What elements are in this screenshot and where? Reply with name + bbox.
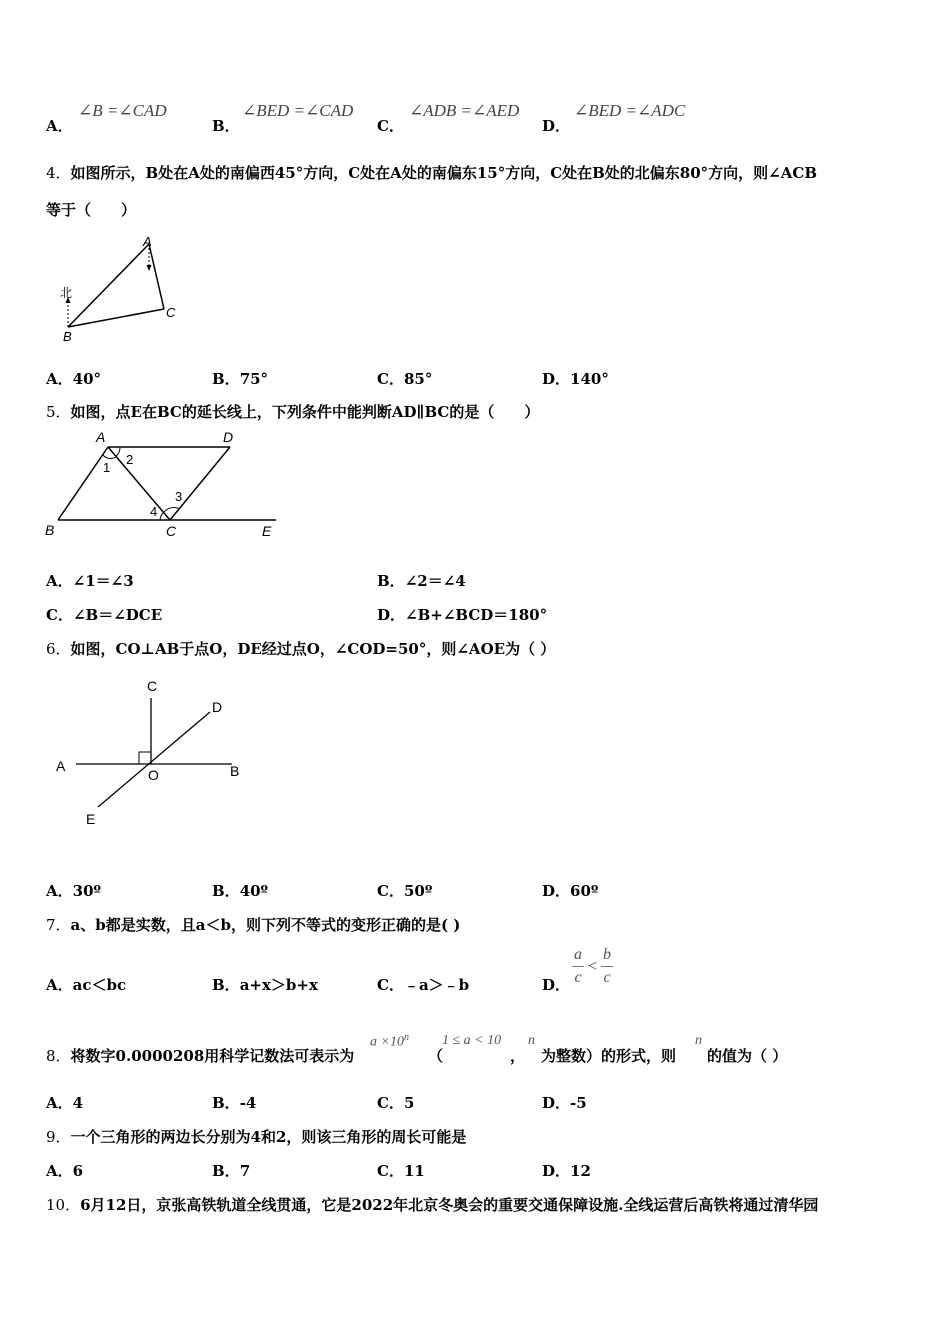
q6-figure [50, 672, 250, 832]
q9-option-d-text: 12 [570, 1162, 591, 1180]
q5-label-angle-1: 1 [103, 460, 111, 475]
q6-option-c [377, 880, 432, 901]
q4-option-d-text: 140° [570, 370, 609, 388]
q4-option-c [377, 368, 432, 389]
q7-option-c-text: ﹣a＞﹣b [403, 976, 470, 994]
q8-option-b-text: -4 [239, 1094, 257, 1112]
q7-stem [46, 914, 460, 935]
q6-right-angle-mark [139, 752, 151, 764]
q9-text: 一个三角形的两边长分别为4和2，则该三角形的周长可能是 [70, 1128, 467, 1146]
q7-fraction-b-over-c [601, 946, 613, 987]
q3-option-b-expr: ∠BED =∠CAD [242, 101, 354, 120]
q4-option-a-letter: A． [46, 370, 73, 388]
q4-south-arrow-a [147, 265, 152, 271]
q7-option-d-expr [572, 946, 613, 987]
q8-option-c-text: 5 [403, 1094, 415, 1112]
q4-option-d [542, 368, 609, 389]
q6-option-b-letter: B． [212, 882, 240, 900]
q7-option-c-letter: C． [377, 976, 404, 994]
q6-label-a: A [56, 758, 66, 774]
q9-option-c [377, 1160, 425, 1181]
q5-option-a-text: ∠1＝∠3 [72, 572, 134, 590]
q8-expr-n2: n [695, 1033, 702, 1048]
q8-option-c-letter: C． [377, 1094, 404, 1112]
q7-frac-b-den: c [603, 969, 611, 986]
q6-option-b-text: 40º [239, 882, 269, 900]
q7-option-d-letter: D． [542, 976, 571, 994]
q9-option-b-text: 7 [239, 1162, 251, 1180]
q8-option-d [542, 1092, 587, 1113]
q7-frac-a-den: c [574, 969, 582, 986]
q8-expr-range: 1 ≤ a < 10 [442, 1033, 502, 1048]
q8-expr-base: a ×10 [370, 1034, 404, 1050]
q6-option-a-letter: A． [46, 882, 73, 900]
q7-option-b [212, 974, 318, 995]
q5-option-d-text: ∠B+∠BCD＝180° [405, 606, 548, 624]
q5-label-a: A [96, 429, 106, 445]
q6-label-o: O [148, 767, 159, 783]
q4-option-b-text: 75° [239, 370, 269, 388]
q7-number: 7． [46, 916, 71, 934]
q6-label-d: D [212, 699, 223, 715]
q4-option-d-letter: D． [542, 370, 571, 388]
q4-option-a-text: 40° [72, 370, 102, 388]
q5-label-c: C [166, 523, 177, 539]
q5-option-c-text: ∠B＝∠DCE [72, 606, 163, 624]
q7-less-than: < [588, 957, 598, 975]
q7-option-c [377, 974, 469, 995]
q6-label-c: C [147, 678, 158, 694]
q5-option-b-text: ∠2＝∠4 [404, 572, 466, 590]
q5-label-b: B [45, 522, 55, 538]
q8-number: 8． [46, 1047, 71, 1065]
q5-figure [40, 426, 285, 544]
q8-expr-sci [370, 1032, 409, 1051]
q9-stem [46, 1126, 466, 1147]
q8-text-a: 将数字0.0000208用科学记数法可表示为 [70, 1047, 355, 1065]
q6-line-de [98, 712, 210, 807]
q4-label-a: A [143, 234, 152, 249]
q8-option-d-text: -5 [570, 1094, 587, 1112]
q8-option-a-letter: A． [46, 1094, 73, 1112]
q7-option-b-letter: B． [212, 976, 240, 994]
q7-text: a、b都是实数，且a＜b，则下列不等式的变形正确的是( ) [70, 916, 461, 934]
q9-option-a-letter: A． [46, 1162, 73, 1180]
q3-option-a-expr: ∠B =∠CAD [78, 101, 167, 120]
q4-figure [50, 234, 190, 346]
q4-option-c-letter: C． [377, 370, 404, 388]
q5-arc-1 [103, 455, 116, 459]
q6-number: 6． [46, 640, 71, 658]
q3-option-c-expr: ∠ADB =∠AED [409, 101, 520, 120]
q8-option-d-letter: D． [542, 1094, 571, 1112]
q9-option-a [46, 1160, 83, 1181]
q4-number: 4． [46, 164, 71, 182]
q8-option-c [377, 1092, 414, 1113]
q9-option-b [212, 1160, 250, 1181]
q7-frac-b-num: b [603, 946, 612, 963]
q4-line-ac [149, 244, 164, 309]
q6-option-d-text: 60º [570, 882, 599, 900]
q8-stem-part1 [46, 1045, 354, 1066]
q4-option-b [212, 368, 268, 389]
q5-option-d [377, 604, 547, 625]
q5-label-angle-3: 3 [175, 489, 183, 504]
q9-option-d [542, 1160, 591, 1181]
q8-text-c: 的值为（ ） [707, 1047, 788, 1065]
q3-option-a-letter: A． [46, 117, 73, 135]
q6-label-b: B [230, 763, 240, 779]
q8-option-b [212, 1092, 256, 1113]
q4-text-line1: 如图所示，B处在A处的南偏西45°方向，C处在A处的南偏东15°方向，C处在B处的北偏东80°方向，则∠ACB [70, 164, 818, 182]
q5-option-c [46, 604, 162, 625]
q6-text: 如图，CO⊥AB于点O，DE经过点O，∠COD=50°，则∠AOE为（ ） [70, 640, 556, 658]
q4-option-a [46, 368, 101, 389]
q5-arc-4 [160, 512, 164, 520]
q6-option-b [212, 880, 268, 901]
q8-option-a [46, 1092, 83, 1113]
q4-label-b: B [63, 329, 72, 344]
q8-option-a-text: 4 [72, 1094, 84, 1112]
q5-line-ab [58, 447, 111, 520]
q5-label-e: E [262, 523, 272, 539]
q3-option-a [46, 115, 73, 136]
q5-option-a-letter: A． [46, 572, 73, 590]
q5-stem [46, 401, 539, 422]
q7-option-b-text: a+x＞b+x [239, 976, 318, 994]
q4-stem [46, 162, 817, 183]
q5-number: 5． [46, 403, 71, 421]
q9-option-c-text: 11 [403, 1162, 425, 1180]
q5-option-d-letter: D． [377, 606, 406, 624]
q5-label-angle-4: 4 [150, 504, 158, 519]
q6-option-c-text: 50º [403, 882, 433, 900]
q6-label-e: E [86, 811, 96, 827]
q7-option-a-text: ac＜bc [72, 976, 127, 994]
q3-option-b: B． [212, 117, 240, 135]
q5-option-b-letter: B． [377, 572, 405, 590]
q9-option-b-letter: B． [212, 1162, 240, 1180]
q5-label-angle-2: 2 [126, 452, 134, 467]
q3-option-c: C． [377, 117, 404, 135]
q9-option-d-letter: D． [542, 1162, 571, 1180]
q8-comma: ， [510, 1047, 526, 1065]
q10-stem [46, 1194, 818, 1215]
q9-option-c-letter: C． [377, 1162, 404, 1180]
q8-text-b: 为整数）的形式，则 [541, 1047, 677, 1065]
q7-frac-a-num: a [574, 946, 582, 963]
q6-option-a [46, 880, 101, 901]
q5-option-a [46, 570, 134, 591]
q9-number: 9． [46, 1128, 71, 1146]
q8-expr-n: n [528, 1033, 535, 1048]
q3-option-d: D． [542, 117, 571, 135]
q8-expr-exp: n [403, 1032, 409, 1043]
q4-label-north: 北 [60, 286, 73, 300]
q3-option-d-expr: ∠BED =∠ADC [574, 101, 686, 120]
q4-text-line2: 等于（ ） [46, 201, 137, 219]
q7-option-a-letter: A． [46, 976, 73, 994]
q6-option-c-letter: C． [377, 882, 404, 900]
q9-option-a-text: 6 [72, 1162, 84, 1180]
q7-option-a [46, 974, 126, 995]
q5-option-c-letter: C． [46, 606, 73, 624]
q4-label-c: C [166, 305, 176, 320]
q8-paren-open: （ [428, 1047, 444, 1065]
q7-fraction-a-over-c [572, 946, 584, 987]
q8-option-b-letter: B． [212, 1094, 240, 1112]
q10-number: 10． [46, 1196, 81, 1214]
q5-label-d: D [223, 429, 234, 445]
q6-option-a-text: 30º [72, 882, 102, 900]
q5-option-b [377, 570, 466, 591]
q5-arc-2 [116, 447, 120, 456]
q6-option-d-letter: D． [542, 882, 571, 900]
q4-option-b-letter: B． [212, 370, 240, 388]
q10-text: 6月12日，京张高铁轨道全线贯通，它是2022年北京冬奥会的重要交通保障设施.全线运营后高铁将通过清华园 [80, 1196, 819, 1214]
q6-stem [46, 638, 555, 659]
q4-option-c-text: 85° [403, 370, 433, 388]
q5-text: 如图，点E在BC的延长线上，下列条件中能判断AD∥BC的是（ ） [70, 403, 540, 421]
q6-option-d [542, 880, 598, 901]
q5-line-ac [108, 447, 170, 520]
